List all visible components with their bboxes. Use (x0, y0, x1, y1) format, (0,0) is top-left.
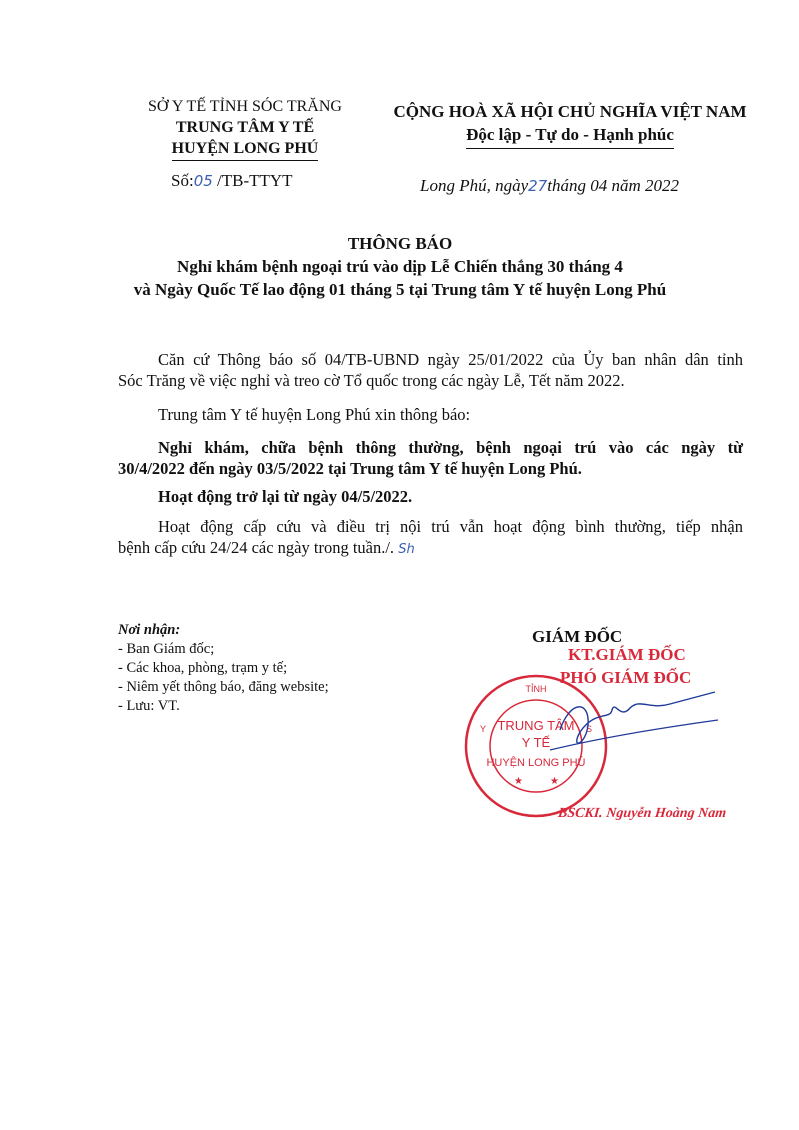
doc-number-prefix: Số: (171, 171, 194, 190)
date-day-handwritten: 27 (528, 177, 548, 195)
recipient-item: - Niêm yết thông báo, đăng website; (118, 679, 329, 695)
basis-line2: Sóc Trăng về việc nghỉ và treo cờ Tổ quốc trong các ngày Lễ, Tết năm 2022. (118, 371, 625, 390)
document-number (171, 171, 293, 191)
signature-stroke (560, 692, 715, 743)
paragraph-resume: Hoạt động trở lại từ ngày 04/5/2022. (158, 487, 413, 506)
initials-handwritten: Sh (398, 542, 415, 557)
paragraph-emergency (118, 516, 743, 560)
stamp-text-line1: TRUNG TÂM (497, 718, 575, 733)
doc-number-handwritten: 05 (193, 172, 213, 190)
issuer-block (120, 96, 370, 161)
signer-name: BSCKI. Nguyễn Hoàng Nam (557, 806, 727, 821)
recipient-item: - Các khoa, phòng, trạm y tế; (118, 660, 288, 676)
org-name-line2: HUYỆN LONG PHÚ (172, 138, 319, 161)
stamp-star-icon: ★ (514, 776, 523, 787)
doc-number-suffix: /TB-TTYT (212, 171, 293, 190)
stamp-top-text: TỈNH (525, 684, 547, 694)
stamp-side-mark: S (586, 724, 593, 734)
handwritten-signature (540, 690, 720, 770)
department-name: SỞ Y TẾ TỈNH SÓC TRĂNG (148, 98, 342, 115)
paragraph-closure (118, 437, 743, 479)
national-motto: Độc lập - Tự do - Hạnh phúc (466, 123, 674, 149)
signature-title: GIÁM ĐỐC (532, 627, 623, 646)
org-name-line1: TRUNG TÂM Y TẾ (175, 119, 315, 136)
notice-subtitle-line2: và Ngày Quốc Tế lao động 01 tháng 5 tại Trung tâm Y tế huyện Long Phú (133, 280, 667, 299)
national-header (380, 100, 760, 149)
notice-title: THÔNG BÁO (347, 234, 453, 253)
nation-name: CỘNG HOÀ XÃ HỘI CHỦ NGHĨA VIỆT NAM (393, 102, 747, 121)
stamp-star-icon: ★ (550, 776, 559, 787)
signature-deputy: PHÓ GIÁM ĐỐC (560, 668, 692, 687)
stamp-side-mark: Y (480, 724, 487, 734)
stamp-text-line3: HUYỆN LONG PHÚ (486, 757, 586, 769)
date-prefix: Long Phú, ngày (420, 176, 529, 195)
paragraph-announce: Trung tâm Y tế huyện Long Phú xin thông báo: (158, 405, 471, 424)
notice-subtitle-line1: Nghỉ khám bệnh ngoại trú vào dịp Lễ Chiến thắng 30 tháng 4 (177, 257, 623, 276)
date-suffix: tháng 04 năm 2022 (547, 176, 679, 195)
signature-underline-stroke (550, 720, 718, 750)
emergency-line2-wrap (118, 537, 743, 560)
closure-line1: Nghỉ khám, chữa bệnh thông thường, bệnh ngoại trú vào các ngày từ (158, 438, 743, 457)
signature-kt: KT.GIÁM ĐỐC (568, 645, 686, 664)
emergency-line2: bệnh cấp cứu 24/24 các ngày trong tuần./. (118, 538, 395, 557)
recipients-label: Nơi nhận: (118, 622, 181, 638)
recipients-list (118, 621, 418, 716)
recipient-item: - Ban Giám đốc; (118, 641, 215, 657)
recipient-item: - Lưu: VT. (118, 698, 180, 714)
paragraph-basis (118, 349, 743, 391)
emergency-line1: Hoạt động cấp cứu và điều trị nội trú vẫn hoạt động bình thường, tiếp nhận (158, 517, 743, 536)
stamp-text-line2: Y TẾ (521, 735, 551, 750)
issue-date (420, 176, 679, 196)
closure-line2: 30/4/2022 đến ngày 03/5/2022 tại Trung tâm Y tế huyện Long Phú. (118, 459, 582, 478)
notice-title-block (80, 232, 720, 301)
basis-line1: Căn cứ Thông báo số 04/TB-UBND ngày 25/01/2022 của Ủy ban nhân dân tỉnh (158, 350, 743, 369)
